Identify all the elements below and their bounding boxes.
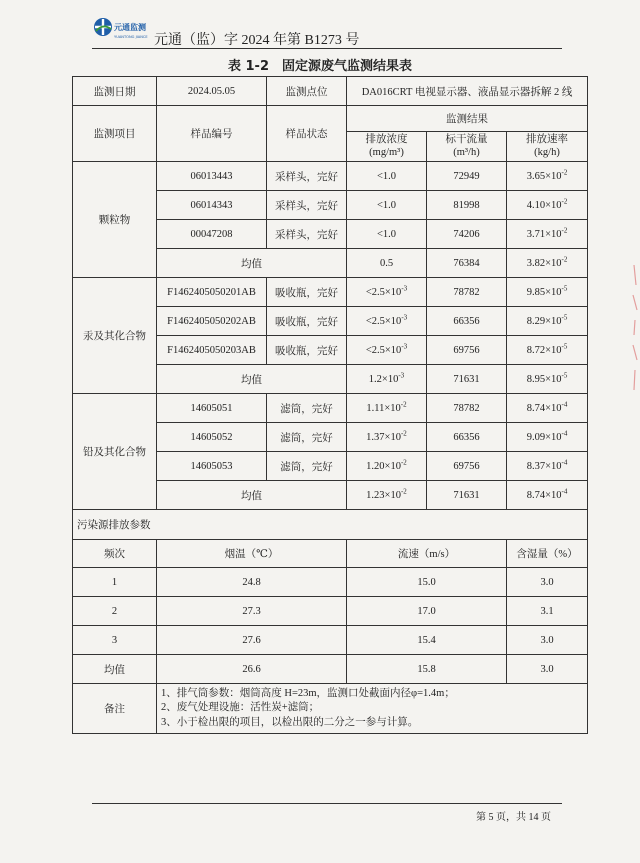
remarks-row xyxy=(73,684,588,734)
col-rate-header xyxy=(507,132,588,162)
header-row-1 xyxy=(73,106,588,132)
col-speed-header: 流速（m/s） xyxy=(347,540,507,568)
emission-concentration-value: <2.5×10 xyxy=(365,344,402,356)
emission-rate-value: 9.85×10 xyxy=(526,286,562,298)
monitoring-results-table xyxy=(72,76,588,734)
moisture-content: 3.0 xyxy=(507,626,588,655)
col-item-header: 监测项目 xyxy=(73,106,157,162)
flow-speed: 17.0 xyxy=(347,597,507,626)
average-flow: 76384 xyxy=(427,249,507,278)
emission-rate xyxy=(507,162,588,191)
table-title: 表 1-2 固定源废气监测结果表 xyxy=(227,59,412,74)
emission-concentration xyxy=(347,452,427,481)
emission-rate-exponent: -4 xyxy=(561,400,568,408)
flue-temperature: 27.3 xyxy=(157,597,347,626)
page-number: 第 5 页，共 14 页 xyxy=(476,812,551,823)
col-flow-header xyxy=(427,132,507,162)
emission-rate-value: 3.65×10 xyxy=(526,170,562,182)
col-sample-state-header: 样品状态 xyxy=(267,106,347,162)
page-header xyxy=(92,15,562,49)
standard-dry-flow: 81998 xyxy=(427,191,507,220)
average-rate xyxy=(507,249,588,278)
average-rate-exponent: -5 xyxy=(561,371,568,379)
flow-speed: 15.4 xyxy=(347,626,507,655)
emission-rate xyxy=(507,191,588,220)
date-label: 监测日期 xyxy=(73,77,157,106)
logo-subtext: YUANTONG JIANCE xyxy=(114,35,148,39)
col-temperature-header: 烟温（℃） xyxy=(157,540,347,568)
emission-rate-value: 8.72×10 xyxy=(526,344,562,356)
emission-concentration xyxy=(347,307,427,336)
average-rate xyxy=(507,481,588,510)
sample-number: 14605052 xyxy=(157,423,267,452)
sample-state: 吸收瓶，完好 xyxy=(267,336,347,365)
col-moisture-header: 含湿量（%） xyxy=(507,540,588,568)
flue-temperature: 27.6 xyxy=(157,626,347,655)
remark-line: 2、废气处理设施：活性炭+滤筒； xyxy=(161,702,320,714)
params-header-row xyxy=(73,540,588,568)
sample-number: 14605051 xyxy=(157,394,267,423)
standard-dry-flow: 78782 xyxy=(427,394,507,423)
emission-concentration-value: <1.0 xyxy=(376,170,397,182)
pollutant-name: 颗粒物 xyxy=(73,162,157,278)
average-rate-exponent: -2 xyxy=(561,255,568,263)
company-logo xyxy=(92,15,154,45)
average-rate-value: 3.82×10 xyxy=(526,257,562,269)
frequency: 2 xyxy=(73,597,157,626)
average-flow: 71631 xyxy=(427,481,507,510)
params-section-label: 污染源排放参数 xyxy=(73,510,588,540)
emission-concentration-value: <2.5×10 xyxy=(365,315,402,327)
sample-number: 06013443 xyxy=(157,162,267,191)
seal-edge-stamp xyxy=(630,265,640,405)
moisture-content: 3.0 xyxy=(507,655,588,684)
emission-rate xyxy=(507,336,588,365)
emission-rate-exponent: -5 xyxy=(561,313,568,321)
sample-state: 吸收瓶，完好 xyxy=(267,307,347,336)
params-row xyxy=(73,626,588,655)
standard-dry-flow: 69756 xyxy=(427,336,507,365)
point-label: 监测点位 xyxy=(267,77,347,106)
remarks-content xyxy=(157,684,588,734)
conc-header-unit: (mg/m³) xyxy=(369,146,404,158)
params-row xyxy=(73,568,588,597)
sample-number: 14605053 xyxy=(157,452,267,481)
emission-rate-exponent: -5 xyxy=(561,284,568,292)
average-concentration-value: 0.5 xyxy=(379,257,394,269)
emission-rate-exponent: -2 xyxy=(561,197,568,205)
emission-rate-exponent: -4 xyxy=(561,429,568,437)
emission-rate xyxy=(507,423,588,452)
average-rate-value: 8.74×10 xyxy=(526,489,562,501)
col-conc-header xyxy=(347,132,427,162)
moisture-content: 3.1 xyxy=(507,597,588,626)
moisture-content: 3.0 xyxy=(507,568,588,597)
standard-dry-flow: 66356 xyxy=(427,423,507,452)
sample-state: 吸收瓶，完好 xyxy=(267,278,347,307)
pollutant-name: 铅及其化合物 xyxy=(73,394,157,510)
frequency: 均值 xyxy=(73,655,157,684)
emission-rate xyxy=(507,452,588,481)
emission-concentration-exponent: -3 xyxy=(401,284,408,292)
params-row xyxy=(73,597,588,626)
report-code: 元通（监）字 2024 年第 B1273 号 xyxy=(154,33,360,48)
emission-concentration-exponent: -2 xyxy=(400,429,407,437)
standard-dry-flow: 69756 xyxy=(427,452,507,481)
logo-text: 元通监测 xyxy=(114,23,146,32)
col-sample-no-header: 样品编号 xyxy=(157,106,267,162)
emission-rate-exponent: -2 xyxy=(561,168,568,176)
table-row xyxy=(73,162,588,191)
average-concentration-value: 1.2×10 xyxy=(368,373,399,385)
average-concentration xyxy=(347,481,427,510)
table-row xyxy=(73,394,588,423)
emission-concentration-value: <1.0 xyxy=(376,199,397,211)
sample-number: F1462405050202AB xyxy=(157,307,267,336)
standard-dry-flow: 72949 xyxy=(427,162,507,191)
emission-concentration-value: 1.37×10 xyxy=(366,431,401,443)
pollutant-name: 汞及其化合物 xyxy=(73,278,157,394)
flow-header-text: 标干流量 xyxy=(445,134,488,146)
emission-concentration xyxy=(347,220,427,249)
date-value: 2024.05.05 xyxy=(157,77,267,106)
average-rate-exponent: -4 xyxy=(561,487,568,495)
info-row xyxy=(73,77,588,106)
sample-state: 采样头，完好 xyxy=(267,191,347,220)
average-concentration-value: 1.23×10 xyxy=(366,489,401,501)
emission-rate xyxy=(507,394,588,423)
footer-divider xyxy=(92,803,562,804)
emission-rate-value: 8.29×10 xyxy=(526,315,562,327)
emission-rate-exponent: -4 xyxy=(561,458,568,466)
flow-speed: 15.8 xyxy=(347,655,507,684)
emission-concentration xyxy=(347,278,427,307)
emission-concentration-exponent: -3 xyxy=(401,313,408,321)
standard-dry-flow: 78782 xyxy=(427,278,507,307)
emission-rate xyxy=(507,220,588,249)
emission-concentration-value: 1.20×10 xyxy=(366,460,401,472)
emission-concentration-exponent: -2 xyxy=(400,400,407,408)
frequency: 3 xyxy=(73,626,157,655)
average-rate-value: 8.95×10 xyxy=(526,373,562,385)
sample-number: F1462405050203AB xyxy=(157,336,267,365)
emission-rate-value: 4.10×10 xyxy=(526,199,562,211)
emission-concentration xyxy=(347,423,427,452)
emission-rate-value: 8.74×10 xyxy=(526,402,562,414)
flue-temperature: 26.6 xyxy=(157,655,347,684)
rate-header-unit: (kg/h) xyxy=(534,146,560,158)
average-label: 均值 xyxy=(157,249,347,278)
emission-concentration-exponent: -2 xyxy=(400,458,407,466)
sample-state: 采样头，完好 xyxy=(267,162,347,191)
emission-rate-value: 8.37×10 xyxy=(526,460,562,472)
point-value: DA016CRT 电视显示器、液晶显示器拆解 2 线 xyxy=(347,77,588,106)
params-row xyxy=(73,655,588,684)
emission-concentration-exponent: -3 xyxy=(401,342,408,350)
average-label: 均值 xyxy=(157,365,347,394)
emission-concentration-value: 1.11×10 xyxy=(366,402,401,414)
flow-header-unit: (m³/h) xyxy=(453,146,480,158)
emission-concentration xyxy=(347,191,427,220)
sample-state: 滤筒，完好 xyxy=(267,394,347,423)
emission-rate-exponent: -5 xyxy=(561,342,568,350)
emission-concentration-value: <2.5×10 xyxy=(365,286,402,298)
average-rate xyxy=(507,365,588,394)
col-frequency-header: 频次 xyxy=(73,540,157,568)
frequency: 1 xyxy=(73,568,157,597)
emission-rate-exponent: -2 xyxy=(561,226,568,234)
header-divider xyxy=(92,48,562,49)
average-label: 均值 xyxy=(157,481,347,510)
sample-state: 滤筒，完好 xyxy=(267,452,347,481)
rate-header-text: 排放速率 xyxy=(526,134,568,146)
average-concentration xyxy=(347,365,427,394)
emission-concentration xyxy=(347,336,427,365)
conc-header-text: 排放浓度 xyxy=(365,134,408,146)
flow-speed: 15.0 xyxy=(347,568,507,597)
average-concentration xyxy=(347,249,427,278)
sample-number: F1462405050201AB xyxy=(157,278,267,307)
sample-number: 00047208 xyxy=(157,220,267,249)
sample-state: 滤筒，完好 xyxy=(267,423,347,452)
average-concentration-exponent: -2 xyxy=(400,487,407,495)
col-result-header: 监测结果 xyxy=(347,106,588,132)
average-flow: 71631 xyxy=(427,365,507,394)
emission-rate-value: 9.09×10 xyxy=(526,431,562,443)
standard-dry-flow: 66356 xyxy=(427,307,507,336)
flue-temperature: 24.8 xyxy=(157,568,347,597)
sample-state: 采样头，完好 xyxy=(267,220,347,249)
sample-number: 06014343 xyxy=(157,191,267,220)
emission-concentration xyxy=(347,394,427,423)
average-concentration-exponent: -3 xyxy=(398,371,405,379)
emission-concentration xyxy=(347,162,427,191)
standard-dry-flow: 74206 xyxy=(427,220,507,249)
remark-line: 3、小于检出限的项目，以检出限的二分之一参与计算。 xyxy=(161,716,419,728)
params-section-row xyxy=(73,510,588,540)
emission-concentration-value: <1.0 xyxy=(376,228,397,240)
emission-rate-value: 3.71×10 xyxy=(526,228,562,240)
table-row xyxy=(73,278,588,307)
remark-line: 1、排气筒参数：烟筒高度 H=23m，监测口处截面内径φ=1.4m； xyxy=(161,688,455,700)
remarks-label: 备注 xyxy=(73,684,157,734)
emission-rate xyxy=(507,278,588,307)
emission-rate xyxy=(507,307,588,336)
